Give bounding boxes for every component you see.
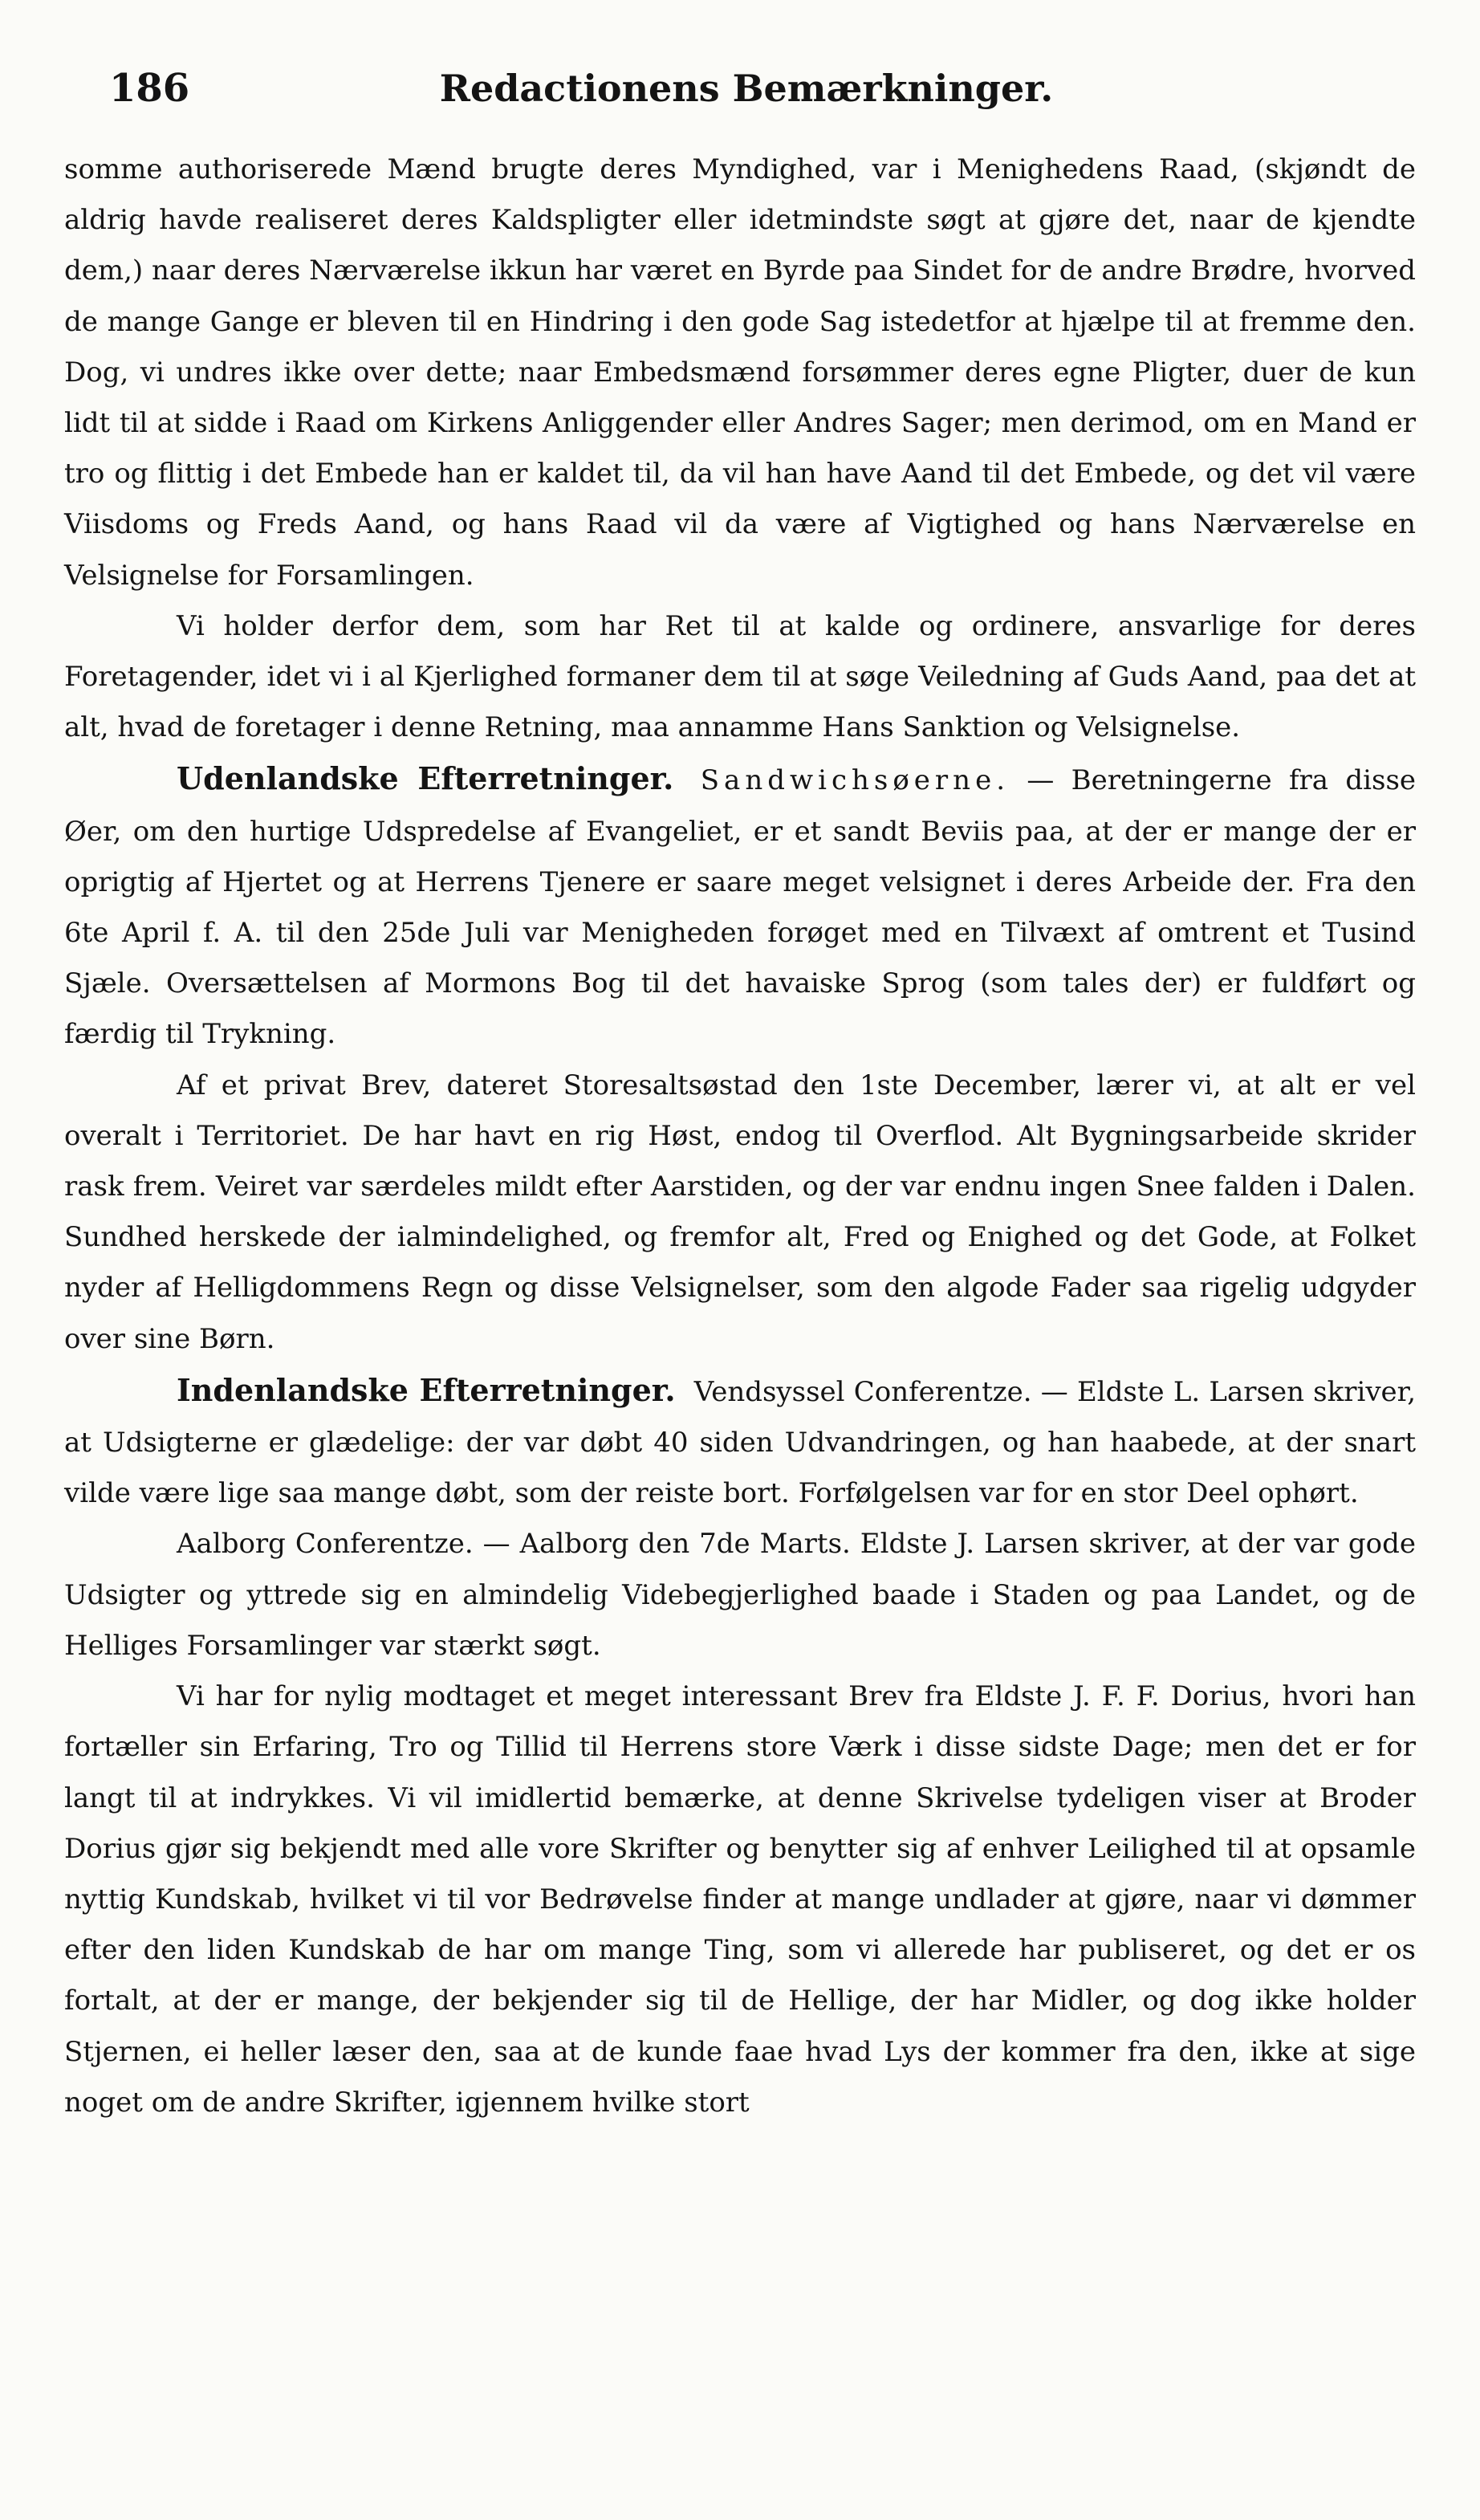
paragraph-continuation: [64, 145, 1416, 601]
page-number: 186: [109, 66, 190, 111]
paragraph-responsibility: [64, 601, 1416, 754]
paragraph-text: Vi har for nylig modtaget et meget interessant Brev fra Eldste J. F. F. Dorius, hvori han fortæller sin Erfaring, Tro og Tillid til Herrens store Værk i disse sidste Dage; men det er for langt til at indrykkes. Vi vil imidlertid bemærke, at denne Skrivelse tydeligen viser at Broder Dorius gjør sig bekjendt med alle vore Skrifter og benytter sig af enhver Leilighed til at opsamle nyttig Kundskab, hvilket vi til vor Bedrøvelse finder at mange undlader at gjøre, naar vi dømmer efter den liden Kundskab de har om mange Ting, som vi allerede har publiseret, og det er os fortalt, at der er mange, der bekjender sig til de Hellige, der har Midler, og dog ikke holder Stjernen, ei heller læser den, saa at de kunde faae hvad Lys der kommer fra den, ikke at sige noget om de andre Skrifter, igjennem hvilke stort: [64, 1680, 1416, 2119]
paragraph-aalborg-conference: [64, 1519, 1416, 1671]
paragraph-dorius-letter: [64, 1671, 1416, 2128]
sandwich-islands-label: Sandwichsøerne.: [700, 764, 1010, 797]
page-header: [64, 56, 1429, 120]
foreign-news-heading: Udenlandske Efterretninger.: [177, 760, 674, 797]
paragraph-text: somme authoriserede Mænd brugte deres Myndighed, var i Menighedens Raad, (skjøndt de aldrig havde realiseret deres Kaldspligter eller idetmindste søgt at gjøre det, naar de kjendte dem,) naar deres Nærværelse ikkun har været en Byrde paa Sindet for de andre Brødre, hvorved de mange Gange er bleven til en Hindring i den gode Sag istedetfor at hjælpe til at fremme den. Dog, vi undres ikke over dette; naar Embedsmænd forsømmer deres egne Pligter, duer de kun lidt til at sidde i Raad om Kirkens Anliggender eller Andres Sager; men derimod, om en Mand er tro og flittig i det Embede han er kaldet til, da vil han have Aand til det Embede, og det vil være Viisdoms og Freds Aand, og hans Raad vil da være af Vigtighed og hans Nærværelse en Velsignelse for Forsamlingen.: [64, 153, 1416, 592]
paragraph-text: Af et privat Brev, dateret Storesaltsøstad den 1ste December, lærer vi, at alt er vel overalt i Territoriet. De har havt en rig Høst, endog til Overflod. Alt Bygningsarbeide skrider rask frem. Veiret var særdeles mildt efter Aarstiden, og der var endnu ingen Snee falden i Dalen. Sundhed herskede der ialmindelighed, og fremfor alt, Fred og Enighed og det Gode, at Folket nyder af Helligdommens Regn og disse Velsignelser, som den algode Fader saa rigelig udgyder over sine Børn.: [64, 1069, 1416, 1355]
section-domestic-news: [64, 1365, 1416, 1520]
paragraph-private-letter: [64, 1061, 1416, 1365]
article-text: [64, 145, 1416, 2128]
domestic-news-heading: Indenlandske Efterretninger.: [177, 1371, 676, 1408]
paragraph-text: Vendsyssel Conferentze. — Eldste L. Larsen skriver, at Udsigterne er glædelige: der var døbt 40 siden Udvandringen, og han haabede, at der snart vilde være lige saa mange døbt, som der reiste bort. Forfølgelsen var for en stor Deel ophørt.: [64, 1375, 1416, 1510]
paragraph-text: — Beretningerne fra disse Øer, om den hurtige Udspredelse af Evangeliet, er et sandt Beviis paa, at der er mange der er oprigtig af Hjertet og at Herrens Tjenere er saare meget velsignet i deres Arbeide der. Fra den 6te April f. A. til den 25de Juli var Menigheden forøget med en Tilvæxt af omtrent et Tusind Sjæle. Oversættelsen af Mormons Bog til det havaiske Sprog (som tales der) er fuldført og færdig til Trykning.: [64, 764, 1417, 1051]
paragraph-text: Vi holder derfor dem, som har Ret til at kalde og ordinere, ansvarlige for deres Foretagender, idet vi i al Kjerlighed formaner dem til at søge Veiledning af Guds Aand, paa det at alt, hvad de foretager i denne Retning, maa annamme Hans Sanktion og Velsignelse.: [64, 609, 1416, 744]
section-foreign-news: [64, 753, 1416, 1060]
running-head: Redactionens Bemærkninger.: [439, 67, 1054, 110]
paragraph-text: Aalborg Conferentze. — Aalborg den 7de Marts. Eldste J. Larsen skriver, at der var gode Udsigter og yttrede sig en almindelig Videbegjerlighed baade i Staden og paa Landet, og de Helliges Forsamlinger var stærkt søgt.: [64, 1528, 1416, 1662]
